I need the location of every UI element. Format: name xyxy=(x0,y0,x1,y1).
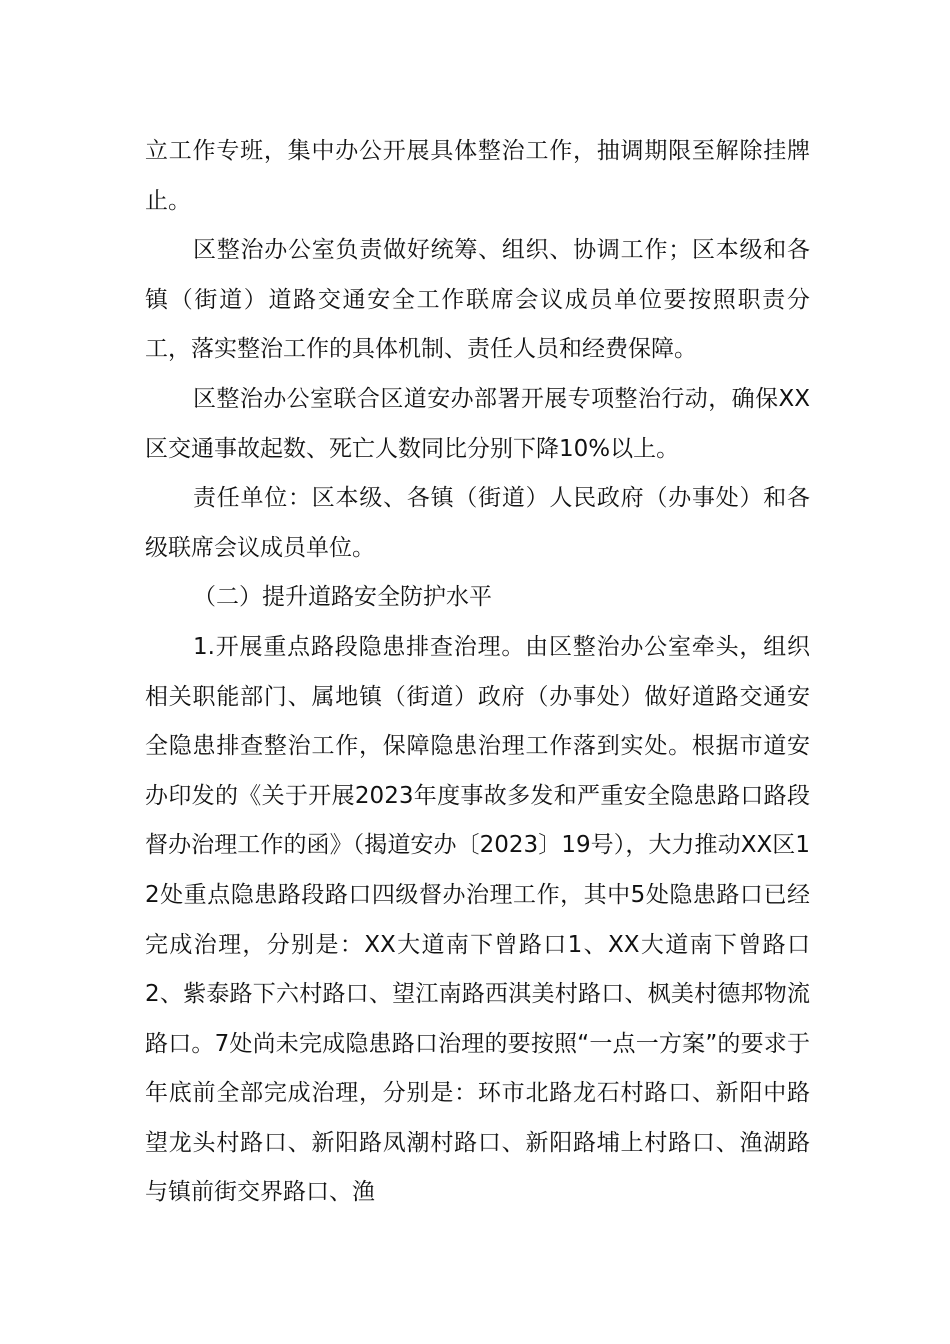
paragraph-coordination: 区整治办公室负责做好统筹、组织、协调工作；区本级和各镇（街道）道路交通安全工作联席会议成员单位要按照职责分工，落实整治工作的具体机制、责任人员和经费保障。 xyxy=(145,237,810,363)
paragraph-responsible-units: 责任单位：区本级、各镇（街道）人民政府（办事处）和各级联席会议成员单位。 xyxy=(145,485,810,561)
paragraph-hazard-investigation: 1.开展重点路段隐患排查治理。由区整治办公室牵头，组织相关职能部门、属地镇（街道）政府（办事处）做好道路交通安全隐患排查整治工作，保障隐患治理工作落到实处。根据市道安办印发的《关于开展2023年度事故多发和严重安全隐患路口路段督办治理工作的函》（揭道安办〔2023〕19号），大力推动XX区12处重点隐患路段路口四级督办治理工作，其中5处隐患路口已经完成治理，分别是：XX大道南下曾路口1、XX大道南下曾路口2、紫泰路下六村路口、望江南路西淇美村路口、枫美村德邦物流路口。7处尚未完成隐患路口治理的要按照“一点一方案”的要求于年底前全部完成治理，分别是：环市北路龙石村路口、新阳中路望龙头村路口、新阳路凤潮村路口、新阳路埔上村路口、渔湖路与镇前街交界路口、渔 xyxy=(145,633,810,1206)
document-body xyxy=(145,127,810,1218)
section-heading: （二）提升道路安全防护水平 xyxy=(193,584,492,611)
paragraph-continuation: 立工作专班，集中办公开展具体整治工作，抽调期限至解除挂牌止。 xyxy=(145,138,810,214)
paragraph-target: 区整治办公室联合区道安办部署开展专项整治行动，确保XX区交通事故起数、死亡人数同比分别下降10%以上。 xyxy=(145,385,810,462)
